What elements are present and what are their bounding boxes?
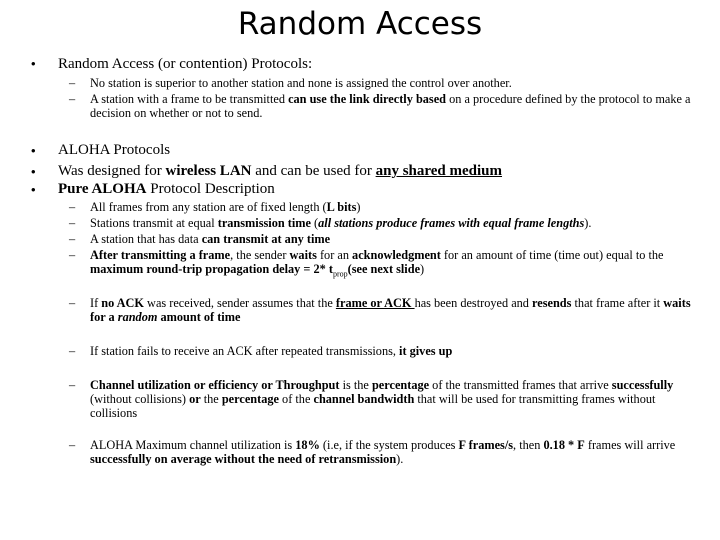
bullet-marker: • [31,143,36,158]
dash-fixed-length: All frames from any station are of fixed length (L bits) [90,200,361,214]
dash-marker: – [69,216,76,230]
dash-gives-up: If station fails to receive an ACK after repeated transmissions, it gives up [90,344,453,358]
dash-no-ack: If no ACK was received, sender assumes that the frame or ACK has been destroyed and resends that frame after it waits for a random amount of time [90,296,691,324]
dash-marker: – [69,92,76,106]
dash-marker: – [69,438,76,452]
dash-marker: – [69,200,76,214]
dash-marker: – [69,76,76,90]
bullet-pure-aloha: Pure ALOHA Protocol Description [58,181,275,197]
dash-marker: – [69,344,76,358]
dash-marker: – [69,232,76,246]
bullet-random-access: Random Access (or contention) Protocols: [58,56,313,72]
sub-link-directly: A station with a frame to be transmitted can use the link directly based on a procedure defined by the protocol to make a decision on whether or not to send. [90,92,691,120]
dash-channel-utilization: Channel utilization or efficiency or Throughput is the percentage of the transmitted frames that arrive successfully (without collisions) or the percentage of the channel bandwidth that will be used for transmitting frames without collisions [90,378,674,420]
dash-marker: – [69,378,76,392]
bullet-marker: • [31,182,36,197]
dash-marker: – [69,248,76,262]
dash-marker: – [69,296,76,310]
dash-transmit-any-time: A station that has data can transmit at any time [90,232,331,246]
dash-equal-transmission: Stations transmit at equal transmission time (all stations produce frames with equal frame lengths). [90,216,592,230]
dash-max-utilization: ALOHA Maximum channel utilization is 18% (i.e, if the system produces F frames/s, then 0.18 * F frames will arrive successfully on average without the need of retransmission). [90,438,676,466]
bullet-wireless-lan: Was designed for wireless LAN and can be used for any shared medium [58,163,503,179]
bullet-aloha-protocols: ALOHA Protocols [58,142,171,158]
slide-title: Random Access [237,6,483,42]
sub-no-superior: No station is superior to another station and none is assigned the control over another. [90,76,512,90]
dash-acknowledgment: After transmitting a frame, the sender waits for an acknowledgment for an amount of time (time out) equal to the maximum round-trip propagation delay = 2* $t_{prop}(see$ next slide) [90,248,664,279]
bullet-marker: • [31,56,36,71]
bullet-marker: • [31,164,36,179]
